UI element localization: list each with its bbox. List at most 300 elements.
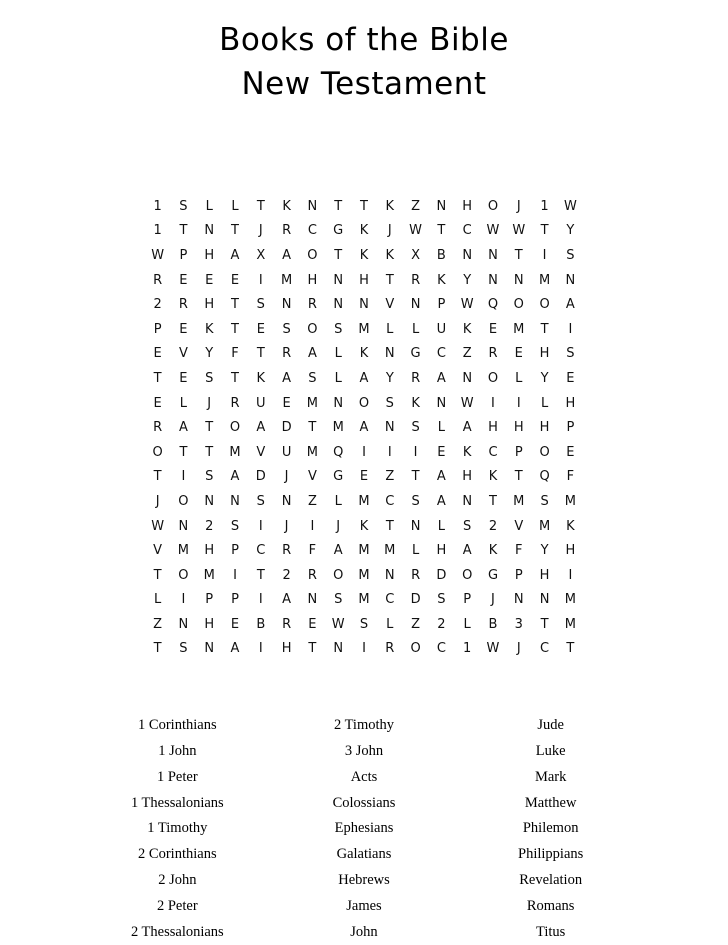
grid-cell[interactable]: Z (411, 616, 421, 632)
grid-cell[interactable]: P (179, 247, 188, 263)
grid-cell[interactable]: P (153, 321, 162, 337)
grid-cell[interactable]: A (282, 247, 292, 263)
grid-cell[interactable]: M (564, 592, 576, 608)
grid-cell[interactable]: T (334, 247, 343, 263)
grid-cell[interactable]: P (463, 592, 472, 608)
grid-cell[interactable]: C (385, 493, 395, 509)
grid-cell[interactable]: H (204, 297, 215, 313)
grid-cell[interactable]: N (488, 247, 498, 263)
grid-cell[interactable]: J (336, 518, 341, 534)
grid-cell[interactable]: R (282, 543, 292, 559)
grid-cell[interactable]: H (436, 543, 447, 559)
grid-cell[interactable]: T (231, 370, 239, 386)
grid-cell[interactable]: E (179, 272, 188, 288)
grid-cell[interactable]: T (179, 444, 188, 460)
grid-cell[interactable]: N (178, 616, 189, 632)
grid-cell[interactable]: R (282, 346, 292, 362)
grid-cell[interactable]: M (203, 567, 215, 583)
grid-cell[interactable]: N (384, 420, 395, 436)
grid-cell[interactable]: L (334, 370, 342, 386)
grid-cell[interactable]: N (462, 493, 473, 509)
grid-cell[interactable]: S (566, 247, 575, 263)
grid-cell[interactable]: T (231, 297, 239, 313)
grid-cell[interactable]: T (153, 469, 162, 485)
grid-cell[interactable]: N (204, 223, 215, 239)
grid-cell[interactable]: L (411, 321, 420, 337)
grid-cell[interactable]: Z (462, 346, 472, 362)
grid-cell[interactable]: K (566, 518, 575, 534)
grid-cell[interactable]: K (256, 370, 266, 386)
grid-cell[interactable]: C (436, 641, 446, 657)
grid-cell[interactable]: O (152, 444, 163, 460)
grid-cell[interactable]: K (437, 272, 446, 288)
grid-cell[interactable]: R (411, 272, 421, 288)
grid-cell[interactable]: T (437, 223, 446, 239)
grid-cell[interactable]: T (385, 518, 394, 534)
grid-cell[interactable]: V (178, 346, 188, 362)
grid-cell[interactable]: 1 (463, 641, 472, 657)
grid-cell[interactable]: N (513, 592, 524, 608)
grid-cell[interactable]: E (230, 272, 240, 288)
grid-cell[interactable]: M (358, 321, 370, 337)
grid-cell[interactable]: Y (205, 346, 214, 362)
grid-cell[interactable]: O (513, 297, 524, 313)
grid-cell[interactable]: S (205, 370, 214, 386)
grid-cell[interactable]: N (333, 297, 344, 313)
grid-cell[interactable]: I (258, 641, 263, 657)
grid-cell[interactable]: L (463, 616, 471, 632)
grid-cell[interactable]: A (230, 641, 240, 657)
grid-cell[interactable]: M (538, 518, 551, 534)
grid-cell[interactable]: T (308, 420, 317, 436)
grid-cell[interactable]: E (153, 346, 162, 362)
grid-cell[interactable]: T (256, 567, 265, 583)
grid-cell[interactable]: I (568, 567, 573, 583)
grid-cell[interactable]: N (307, 198, 318, 214)
grid-cell[interactable]: C (488, 444, 498, 460)
grid-cell[interactable]: I (258, 518, 263, 534)
grid-cell[interactable]: V (256, 444, 266, 460)
grid-cell[interactable]: T (514, 469, 523, 485)
grid-cell[interactable]: A (333, 543, 343, 559)
grid-cell[interactable]: S (385, 395, 394, 411)
grid-cell[interactable]: O (539, 444, 550, 460)
grid-cell[interactable]: R (385, 641, 395, 657)
grid-cell[interactable]: D (410, 592, 421, 608)
grid-cell[interactable]: S (256, 493, 265, 509)
grid-cell[interactable]: P (231, 592, 239, 608)
grid-cell[interactable]: N (384, 567, 395, 583)
grid-cell[interactable]: W (486, 641, 500, 657)
grid-cell[interactable]: L (334, 493, 342, 509)
grid-cell[interactable]: T (540, 321, 549, 337)
grid-cell[interactable]: A (436, 469, 446, 485)
grid-cell[interactable]: K (359, 518, 369, 534)
grid-cell[interactable]: 2 (153, 297, 162, 313)
grid-cell[interactable]: A (282, 592, 292, 608)
grid-cell[interactable]: 3 (514, 616, 523, 632)
grid-cell[interactable]: F (515, 543, 523, 559)
grid-cell[interactable]: K (204, 321, 214, 337)
grid-cell[interactable]: M (332, 420, 344, 436)
grid-cell[interactable]: A (178, 420, 188, 436)
word-search-grid[interactable] (145, 194, 584, 661)
grid-cell[interactable]: N (359, 297, 369, 313)
grid-cell[interactable]: R (282, 616, 292, 632)
grid-cell[interactable]: H (539, 420, 550, 436)
grid-cell[interactable]: T (360, 198, 368, 214)
grid-cell[interactable]: 1 (153, 198, 162, 214)
grid-cell[interactable]: C (436, 346, 446, 362)
grid-cell[interactable]: C (256, 543, 266, 559)
grid-cell[interactable]: T (153, 567, 162, 583)
grid-cell[interactable]: N (436, 198, 447, 214)
grid-cell[interactable]: Y (540, 370, 549, 386)
grid-cell[interactable]: T (153, 370, 162, 386)
grid-cell[interactable]: S (179, 198, 188, 214)
grid-cell[interactable]: D (281, 420, 292, 436)
grid-cell[interactable]: C (462, 223, 472, 239)
grid-cell[interactable]: J (387, 223, 392, 239)
grid-cell[interactable]: H (462, 469, 473, 485)
grid-cell[interactable]: R (488, 346, 498, 362)
grid-cell[interactable]: S (205, 469, 214, 485)
grid-cell[interactable]: M (384, 543, 396, 559)
grid-cell[interactable]: Q (333, 444, 344, 460)
grid-cell[interactable]: F (566, 469, 575, 485)
grid-cell[interactable]: E (205, 272, 214, 288)
grid-cell[interactable]: U (281, 444, 292, 460)
grid-cell[interactable]: O (307, 321, 318, 337)
grid-cell[interactable]: E (566, 444, 575, 460)
grid-cell[interactable]: T (540, 616, 549, 632)
grid-cell[interactable]: T (256, 346, 265, 362)
grid-cell[interactable]: K (488, 543, 498, 559)
grid-cell[interactable]: J (516, 641, 521, 657)
grid-cell[interactable]: A (282, 370, 292, 386)
grid-cell[interactable]: A (565, 297, 575, 313)
grid-cell[interactable]: A (462, 543, 472, 559)
grid-cell[interactable]: O (178, 493, 189, 509)
grid-cell[interactable]: Y (540, 543, 549, 559)
grid-cell[interactable]: Q (487, 297, 499, 313)
grid-cell[interactable]: Y (566, 223, 575, 239)
grid-cell[interactable]: T (540, 223, 549, 239)
grid-cell[interactable]: W (460, 297, 474, 313)
grid-cell[interactable]: E (179, 321, 188, 337)
grid-cell[interactable]: 2 (437, 616, 446, 632)
grid-cell[interactable]: O (229, 420, 241, 436)
grid-cell[interactable]: H (204, 543, 215, 559)
grid-cell[interactable]: I (233, 567, 237, 583)
grid-cell[interactable]: T (205, 420, 214, 436)
grid-cell[interactable]: J (516, 198, 521, 214)
grid-cell[interactable]: D (436, 567, 447, 583)
grid-cell[interactable]: M (513, 321, 525, 337)
grid-cell[interactable]: W (563, 198, 577, 214)
grid-cell[interactable]: N (410, 518, 421, 534)
grid-cell[interactable]: M (513, 493, 525, 509)
grid-cell[interactable]: H (359, 272, 369, 288)
grid-cell[interactable]: L (231, 198, 239, 214)
grid-cell[interactable]: L (411, 543, 420, 559)
grid-cell[interactable]: M (358, 592, 370, 608)
grid-cell[interactable]: P (566, 420, 575, 436)
grid-cell[interactable]: W (409, 223, 423, 239)
grid-cell[interactable]: M (306, 395, 318, 411)
grid-cell[interactable]: K (359, 247, 369, 263)
grid-cell[interactable]: P (437, 297, 446, 313)
grid-cell[interactable]: Y (463, 272, 472, 288)
grid-cell[interactable]: E (437, 444, 446, 460)
grid-cell[interactable]: S (566, 346, 575, 362)
grid-cell[interactable]: J (207, 395, 212, 411)
grid-cell[interactable]: R (153, 420, 163, 436)
grid-cell[interactable]: S (256, 297, 265, 313)
grid-cell[interactable]: O (307, 247, 318, 263)
grid-cell[interactable]: K (411, 395, 420, 411)
grid-cell[interactable]: M (564, 616, 576, 632)
grid-cell[interactable]: J (258, 223, 263, 239)
grid-cell[interactable]: R (282, 223, 292, 239)
grid-cell[interactable]: R (153, 272, 163, 288)
grid-cell[interactable]: H (204, 616, 215, 632)
grid-cell[interactable]: N (307, 592, 318, 608)
grid-cell[interactable]: N (462, 247, 473, 263)
grid-cell[interactable]: A (359, 370, 369, 386)
grid-cell[interactable]: T (385, 272, 394, 288)
grid-cell[interactable]: L (437, 518, 445, 534)
grid-cell[interactable]: G (333, 223, 344, 239)
grid-cell[interactable]: C (540, 641, 550, 657)
grid-cell[interactable]: S (463, 518, 472, 534)
grid-cell[interactable]: E (282, 395, 291, 411)
grid-cell[interactable]: S (308, 370, 317, 386)
grid-cell[interactable]: P (514, 567, 523, 583)
grid-cell[interactable]: I (542, 247, 547, 263)
grid-cell[interactable]: B (436, 247, 446, 263)
grid-cell[interactable]: M (538, 272, 551, 288)
grid-cell[interactable]: K (462, 321, 472, 337)
grid-cell[interactable]: H (488, 420, 498, 436)
grid-cell[interactable]: W (486, 223, 500, 239)
grid-cell[interactable]: O (410, 641, 421, 657)
grid-cell[interactable]: N (539, 592, 550, 608)
grid-cell[interactable]: T (411, 469, 420, 485)
grid-cell[interactable]: R (178, 297, 188, 313)
grid-cell[interactable]: H (307, 272, 318, 288)
grid-cell[interactable]: I (258, 592, 263, 608)
grid-cell[interactable]: T (489, 493, 497, 509)
grid-cell[interactable]: T (308, 641, 317, 657)
grid-cell[interactable]: A (359, 420, 369, 436)
grid-cell[interactable]: M (229, 444, 241, 460)
grid-cell[interactable]: N (565, 272, 576, 288)
grid-cell[interactable]: R (307, 297, 317, 313)
grid-cell[interactable]: L (205, 198, 213, 214)
grid-cell[interactable]: L (386, 321, 394, 337)
grid-cell[interactable]: J (491, 592, 495, 608)
grid-cell[interactable]: Y (385, 370, 394, 386)
grid-cell[interactable]: E (488, 321, 498, 337)
grid-cell[interactable]: O (539, 297, 550, 313)
grid-cell[interactable]: H (539, 346, 550, 362)
grid-cell[interactable]: R (411, 370, 421, 386)
grid-cell[interactable]: W (151, 518, 165, 534)
grid-cell[interactable]: T (179, 223, 188, 239)
grid-cell[interactable]: L (515, 370, 523, 386)
grid-cell[interactable]: Z (307, 493, 317, 509)
grid-cell[interactable]: I (568, 321, 573, 337)
grid-cell[interactable]: G (410, 346, 421, 362)
grid-cell[interactable]: H (565, 395, 576, 411)
grid-cell[interactable]: A (230, 469, 240, 485)
grid-cell[interactable]: L (386, 616, 394, 632)
grid-cell[interactable]: M (358, 567, 370, 583)
grid-cell[interactable]: E (179, 370, 188, 386)
grid-cell[interactable]: D (255, 469, 266, 485)
grid-cell[interactable]: W (512, 223, 526, 239)
grid-cell[interactable]: P (205, 592, 214, 608)
grid-cell[interactable]: N (333, 641, 344, 657)
grid-cell[interactable]: N (333, 272, 344, 288)
grid-cell[interactable]: Z (153, 616, 163, 632)
grid-cell[interactable]: C (307, 223, 317, 239)
grid-cell[interactable]: S (540, 493, 549, 509)
grid-cell[interactable]: K (359, 223, 369, 239)
grid-cell[interactable]: K (488, 469, 498, 485)
grid-cell[interactable]: A (462, 420, 472, 436)
grid-cell[interactable]: O (333, 567, 344, 583)
grid-cell[interactable]: O (462, 567, 473, 583)
grid-cell[interactable]: F (308, 543, 317, 559)
grid-cell[interactable]: K (359, 346, 369, 362)
grid-cell[interactable]: S (359, 616, 369, 632)
grid-cell[interactable]: V (385, 297, 395, 313)
grid-cell[interactable]: B (256, 616, 266, 632)
grid-cell[interactable]: L (153, 592, 162, 608)
grid-cell[interactable]: M (564, 493, 576, 509)
grid-cell[interactable]: I (181, 469, 186, 485)
grid-cell[interactable]: W (331, 616, 345, 632)
grid-cell[interactable]: R (411, 567, 421, 583)
grid-cell[interactable]: W (460, 395, 474, 411)
grid-cell[interactable]: I (362, 444, 366, 460)
grid-cell[interactable]: G (333, 469, 344, 485)
grid-cell[interactable]: M (358, 493, 370, 509)
grid-cell[interactable]: G (487, 567, 499, 583)
grid-cell[interactable]: V (153, 543, 163, 559)
grid-cell[interactable]: S (334, 321, 343, 337)
grid-cell[interactable]: I (310, 518, 315, 534)
grid-cell[interactable]: E (566, 370, 575, 386)
grid-cell[interactable]: S (437, 592, 446, 608)
grid-cell[interactable]: Q (539, 469, 550, 485)
grid-cell[interactable]: M (280, 272, 293, 288)
grid-cell[interactable]: 2 (205, 518, 214, 534)
grid-cell[interactable]: N (204, 493, 215, 509)
grid-cell[interactable]: A (307, 346, 317, 362)
grid-cell[interactable]: M (358, 543, 370, 559)
grid-cell[interactable]: A (230, 247, 240, 263)
grid-cell[interactable]: E (359, 469, 369, 485)
grid-cell[interactable]: K (385, 198, 395, 214)
grid-cell[interactable]: H (281, 641, 292, 657)
grid-cell[interactable]: H (462, 198, 473, 214)
grid-cell[interactable]: T (256, 198, 265, 214)
grid-cell[interactable]: B (488, 616, 498, 632)
grid-cell[interactable]: K (282, 198, 291, 214)
grid-cell[interactable]: A (436, 493, 446, 509)
grid-cell[interactable]: N (281, 297, 292, 313)
grid-cell[interactable]: E (153, 395, 162, 411)
grid-cell[interactable]: C (385, 592, 395, 608)
grid-cell[interactable]: E (514, 346, 523, 362)
grid-cell[interactable]: O (487, 198, 499, 214)
grid-cell[interactable]: H (539, 567, 550, 583)
grid-cell[interactable]: T (566, 641, 575, 657)
grid-cell[interactable]: O (358, 395, 370, 411)
grid-cell[interactable]: 2 (488, 518, 498, 534)
grid-cell[interactable]: K (462, 444, 472, 460)
grid-cell[interactable]: N (230, 493, 240, 509)
grid-cell[interactable]: L (334, 346, 342, 362)
grid-cell[interactable]: U (436, 321, 447, 337)
grid-cell[interactable]: E (230, 616, 240, 632)
grid-cell[interactable]: T (231, 321, 239, 337)
grid-cell[interactable]: O (487, 370, 499, 386)
grid-cell[interactable]: A (256, 420, 266, 436)
grid-cell[interactable]: S (230, 518, 240, 534)
grid-cell[interactable]: H (513, 420, 524, 436)
grid-cell[interactable]: N (488, 272, 498, 288)
grid-cell[interactable]: I (491, 395, 495, 411)
grid-cell[interactable]: M (177, 543, 190, 559)
grid-cell[interactable]: E (256, 321, 265, 337)
grid-cell[interactable]: M (306, 444, 318, 460)
grid-cell[interactable]: N (333, 395, 344, 411)
grid-cell[interactable]: J (284, 518, 289, 534)
grid-cell[interactable]: U (256, 395, 266, 411)
grid-cell[interactable]: S (411, 420, 420, 436)
grid-cell[interactable]: K (385, 247, 395, 263)
grid-cell[interactable]: N (178, 518, 189, 534)
grid-cell[interactable]: L (179, 395, 188, 411)
grid-cell[interactable]: T (205, 444, 214, 460)
grid-cell[interactable]: P (231, 543, 239, 559)
grid-cell[interactable]: R (307, 567, 317, 583)
grid-cell[interactable]: N (410, 297, 421, 313)
grid-cell[interactable]: N (384, 346, 395, 362)
grid-cell[interactable]: N (204, 641, 215, 657)
grid-cell[interactable]: V (514, 518, 524, 534)
grid-cell[interactable]: V (307, 469, 317, 485)
grid-cell[interactable]: I (516, 395, 521, 411)
grid-cell[interactable]: T (153, 641, 162, 657)
grid-cell[interactable]: S (179, 641, 188, 657)
grid-cell[interactable]: 1 (540, 198, 549, 214)
grid-cell[interactable]: T (514, 247, 523, 263)
grid-cell[interactable]: J (155, 493, 160, 509)
grid-cell[interactable]: J (284, 469, 289, 485)
grid-cell[interactable]: 1 (153, 223, 162, 239)
grid-cell[interactable]: X (256, 247, 266, 263)
grid-cell[interactable]: Z (385, 469, 395, 485)
grid-cell[interactable]: S (334, 592, 343, 608)
grid-cell[interactable]: I (258, 272, 263, 288)
grid-cell[interactable]: L (437, 420, 445, 436)
grid-cell[interactable]: N (281, 493, 292, 509)
